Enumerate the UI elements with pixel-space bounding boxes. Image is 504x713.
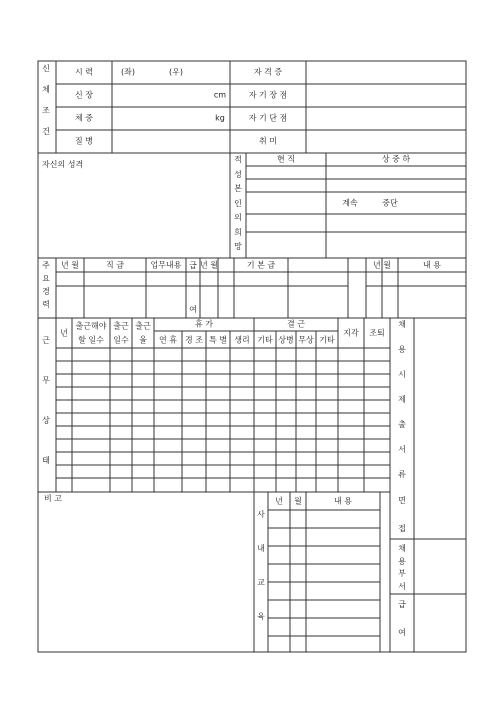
attendance-section-label <box>41 336 51 496</box>
vision-label: 시 력 <box>75 67 93 77</box>
submission-docs-label <box>397 320 407 495</box>
label-char: 근 <box>42 336 50 345</box>
label-char: 면 <box>398 496 406 505</box>
absence-other-header: 기타 <box>257 335 273 345</box>
leave-menstrual-header: 생리 <box>234 335 250 345</box>
rank-header: 직 급 <box>106 260 124 270</box>
duty-header: 업무내용 <box>150 260 182 270</box>
current-job-header: 현 직 <box>277 154 295 164</box>
training-year-header: 년 <box>275 496 283 506</box>
career-ym-header: 년 월 <box>61 260 79 270</box>
remarks-label: 비 고 <box>44 494 62 503</box>
attendance-rate-header-2: 율 <box>139 335 147 345</box>
strength-label: 자 기 장 점 <box>248 90 288 100</box>
label-char: 건 <box>42 127 50 136</box>
label-char: 출 <box>398 420 406 429</box>
label-char: 력 <box>42 300 50 309</box>
label-char: 의 <box>234 213 242 222</box>
label-char: 경 <box>42 287 50 296</box>
hobby-label: 취 미 <box>259 136 277 146</box>
early-leave-header: 조퇴 <box>369 328 385 338</box>
continue-label: 계속 <box>342 198 358 208</box>
training-month-header: 월 <box>294 496 302 506</box>
label-char: 시 <box>398 370 406 379</box>
absence-header: 결 근 <box>287 319 305 329</box>
label-char: 망 <box>234 242 242 251</box>
physical-section-label <box>41 64 51 148</box>
label-char: 주 <box>42 261 50 270</box>
label-char: 채 <box>398 320 406 329</box>
label-char: 적 <box>234 155 242 164</box>
salary-ym-header: 년 월 <box>200 260 218 270</box>
height-label: 신 장 <box>75 90 93 100</box>
level-header: 상 중 하 <box>381 154 411 164</box>
label-char: 부 <box>398 569 406 578</box>
absence-unpaid-header: 무상 <box>298 335 314 345</box>
label-char: 요 <box>42 274 50 283</box>
label-char: 내 <box>257 544 265 553</box>
label-char: 서 <box>398 445 406 454</box>
personality-label: 자신의 성격 <box>42 160 84 169</box>
hope-section-label <box>233 155 243 257</box>
label-char: 조 <box>42 106 50 115</box>
label-char: 용 <box>398 345 406 354</box>
training-section-label <box>256 510 266 646</box>
label-char: 급 <box>398 600 406 609</box>
leave-header: 휴 가 <box>195 319 213 329</box>
label-char: 성 <box>234 169 242 179</box>
vision-left-label: (좌) <box>121 67 135 77</box>
vision-right-label: (우) <box>169 67 183 77</box>
base-salary-header: 기 본 급 <box>246 260 276 270</box>
height-unit: cm <box>213 90 227 100</box>
label-char: 인 <box>234 198 242 208</box>
label-char: 희 <box>234 227 242 237</box>
career-section-label <box>41 261 51 313</box>
label-char: 본 <box>234 184 242 193</box>
disease-label: 질 병 <box>75 136 93 146</box>
required-days-header: 출근해야 <box>75 321 107 331</box>
label-char: 여 <box>398 628 406 637</box>
label-char: 교 <box>257 578 265 587</box>
year-header: 년 <box>60 328 68 338</box>
label-char: 신 <box>42 64 50 73</box>
weight-unit: kg <box>215 113 225 123</box>
label-char: 체 <box>42 85 50 94</box>
late-header: 지각 <box>343 328 359 338</box>
absence-etc-header: 기타 <box>319 335 335 345</box>
leave-special-header: 특 별 <box>209 335 227 345</box>
required-days-header-2: 할 일수 <box>78 335 104 345</box>
hiring-department-label <box>397 544 407 594</box>
label-char: 상 <box>42 416 50 425</box>
training-content-header: 내 용 <box>334 496 352 506</box>
label-char: 태 <box>42 456 50 465</box>
label-char: 채 <box>398 544 406 553</box>
side-salary-label <box>397 600 407 656</box>
label-char: 무 <box>42 376 50 385</box>
weakness-label: 자 기 단 점 <box>248 113 288 123</box>
absence-sick-header: 상병 <box>278 335 294 345</box>
work-days-header-2: 일수 <box>113 335 129 345</box>
label-char: 접 <box>398 524 406 533</box>
weight-label: 체 중 <box>75 113 93 123</box>
label-char: 제 <box>398 395 406 404</box>
leave-family-header: 경 조 <box>185 335 203 345</box>
label-char: 용 <box>398 556 406 566</box>
stop-label: 중단 <box>382 198 398 208</box>
leave-annual-header: 연 휴 <box>159 335 177 345</box>
license-label: 자 격 증 <box>253 67 283 77</box>
label-char: 류 <box>398 470 406 479</box>
work-days-header: 출근 <box>113 321 129 331</box>
label-char: 급 <box>189 261 197 270</box>
content-header-right: 내 용 <box>423 260 441 270</box>
label-char: 여 <box>189 305 197 314</box>
label-char: 육 <box>257 612 265 621</box>
label-char: 사 <box>257 510 265 519</box>
attendance-rate-header: 출근 <box>135 321 151 331</box>
label-char: 서 <box>398 581 406 591</box>
ym-header-right: 년 월 <box>373 260 391 270</box>
